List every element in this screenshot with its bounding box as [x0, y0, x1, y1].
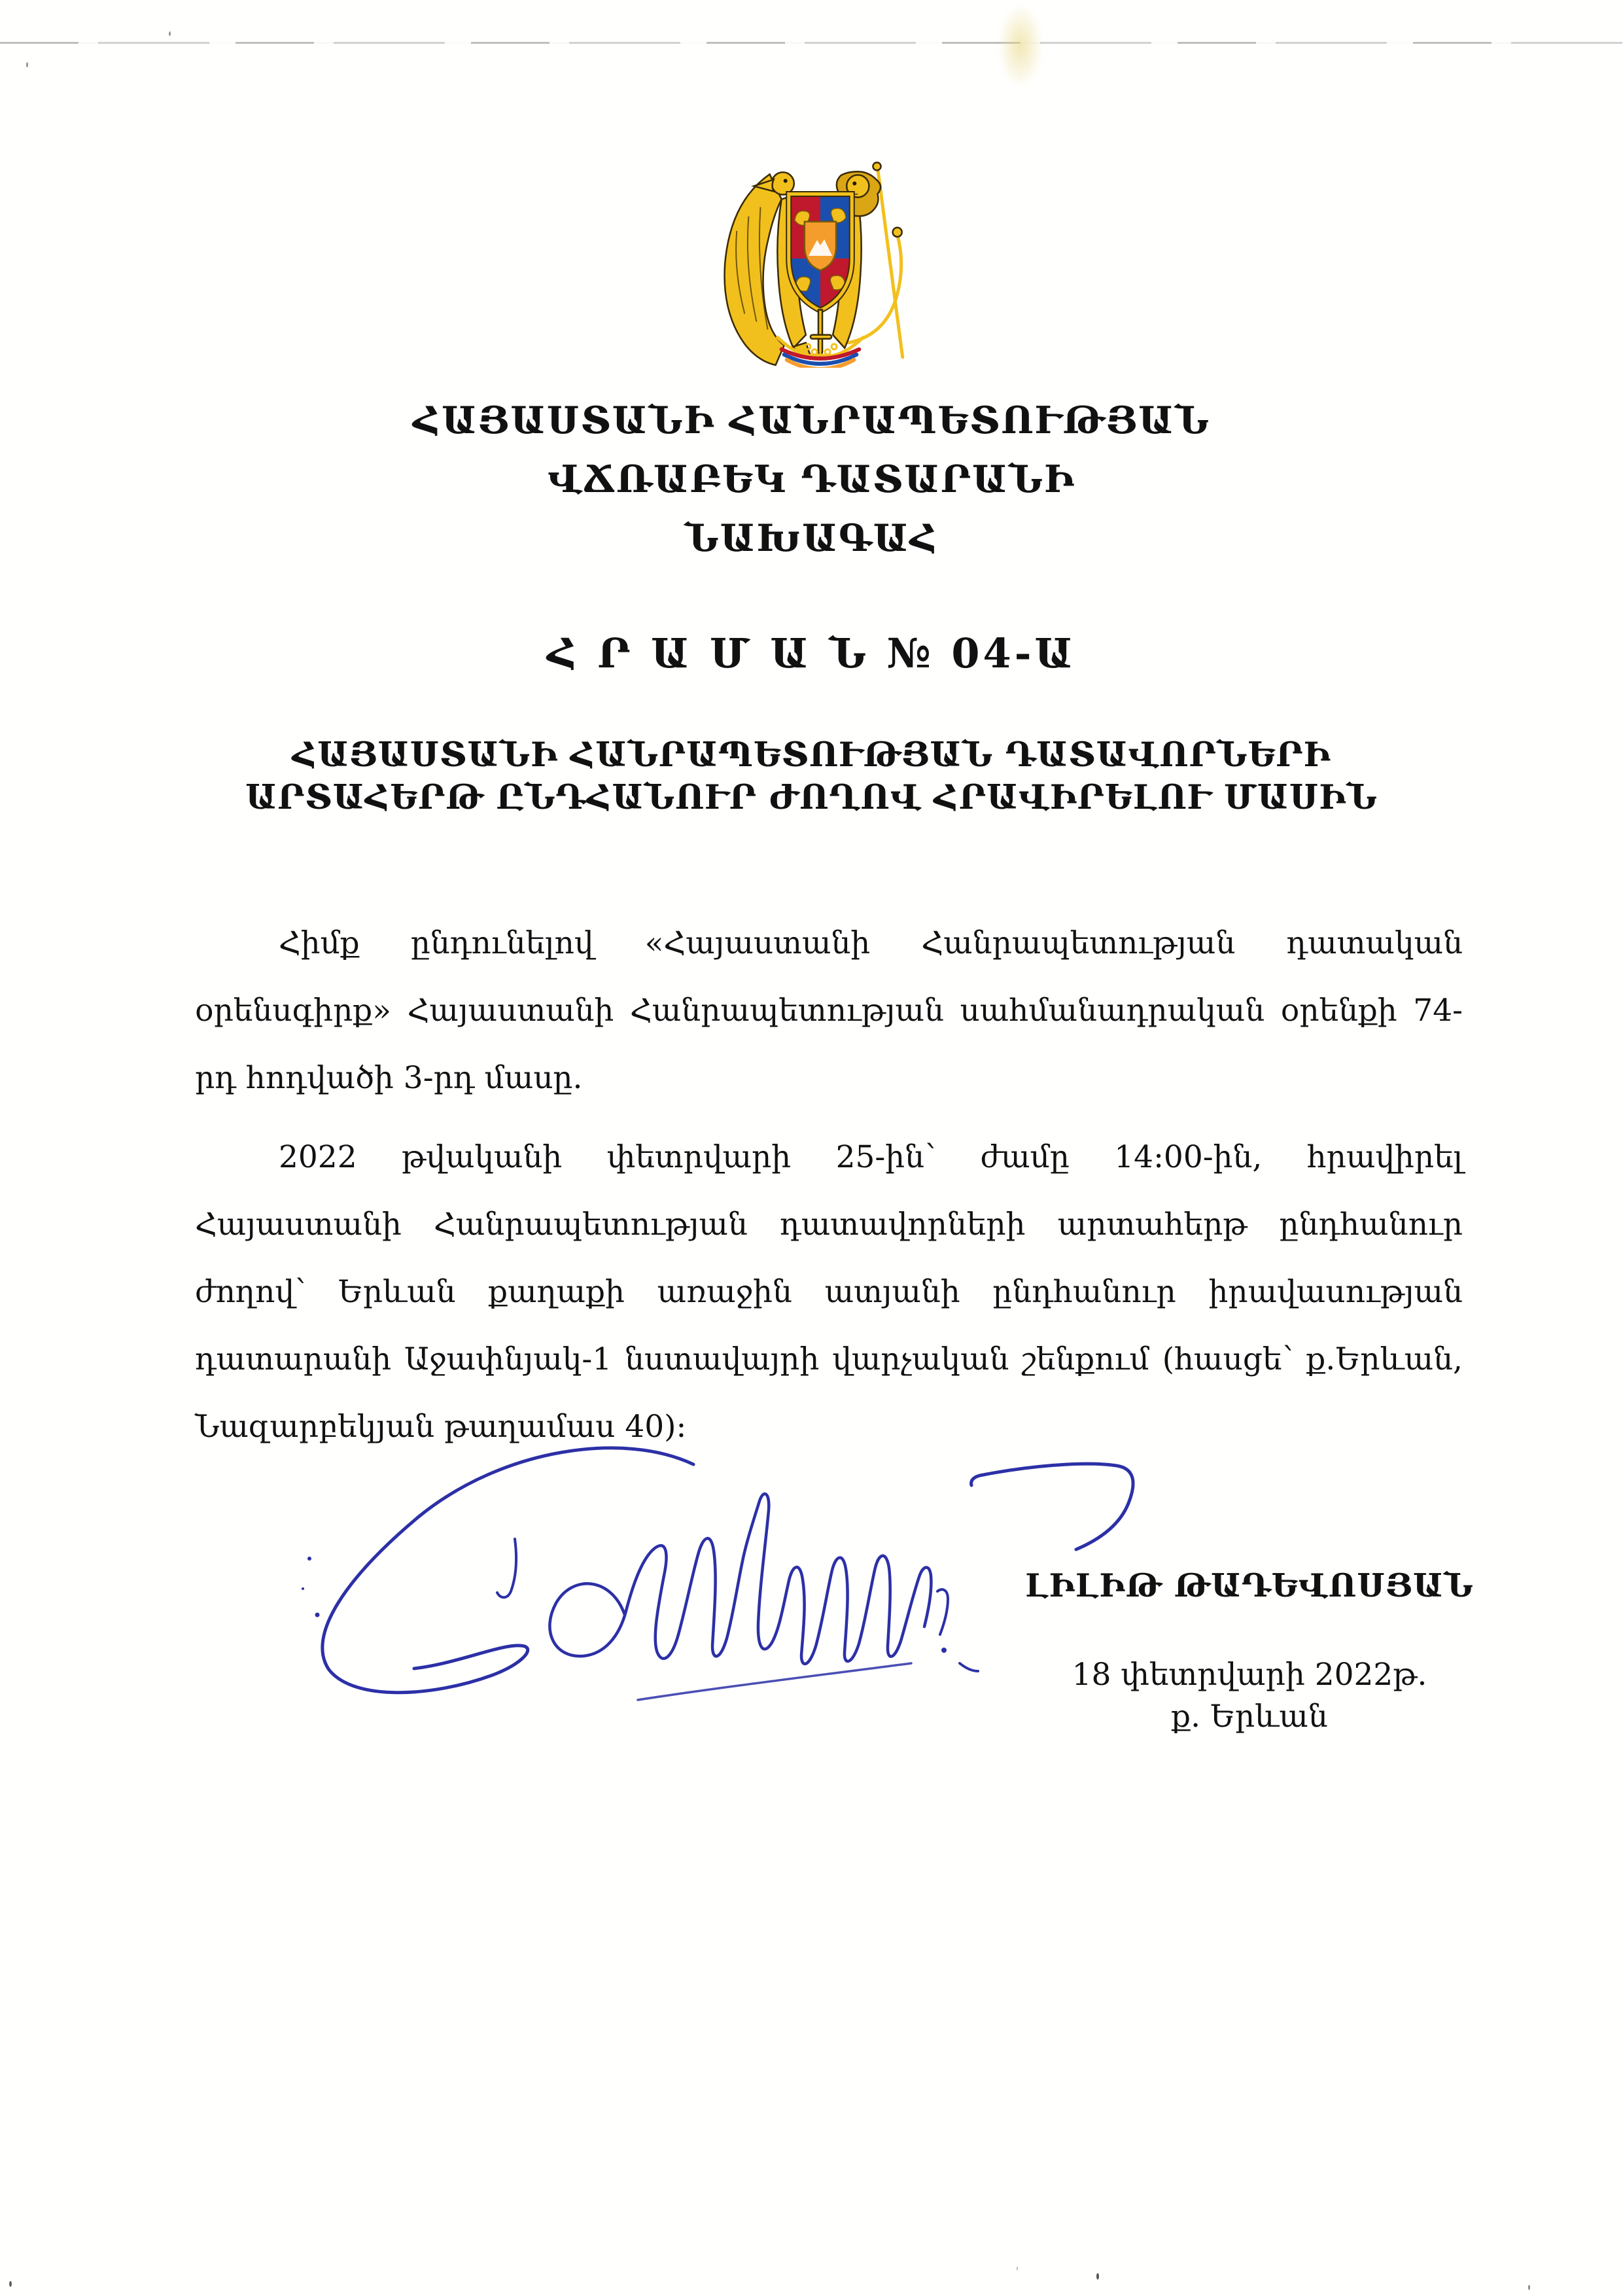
coat-of-arms-armenia-icon: [712, 137, 929, 368]
order-subject: [0, 734, 1623, 819]
scan-speck: [169, 31, 171, 36]
signatory-name: ԼԻԼԻԹ ԹԱԴԵՎՈՍՅԱՆ: [1025, 1566, 1474, 1604]
signature-block: [962, 1566, 1537, 1735]
scan-speck: [1096, 2273, 1099, 2280]
scan-speck: [1017, 2267, 1018, 2270]
scan-smudge: [998, 3, 1043, 88]
signature-place: ք. Երևան: [1171, 1699, 1328, 1735]
central-shield: [789, 194, 852, 312]
order-number: Հ Ր Ա Մ Ա Ն № 04-Ա: [547, 629, 1076, 677]
org-name-line2: ՎՃՌԱԲԵԿ ԴԱՏԱՐԱՆԻ: [548, 457, 1075, 501]
signature-date: 18 փետրվարի 2022թ.: [1072, 1657, 1427, 1693]
scan-speck: [26, 62, 28, 67]
scan-artifact-line: [0, 42, 1623, 44]
subject-line2: ԱՐՏԱՀԵՐԹ ԸՆԴՀԱՆՈՒՐ ԺՈՂՈՎ ՀՐԱՎԻՐԵԼՈՒ ՄԱՍԻՆ: [245, 778, 1378, 817]
letterhead: [0, 391, 1623, 568]
org-name-line3: ՆԱԽԱԳԱՀ: [684, 516, 939, 560]
subject-line1: ՀԱՅԱՍՏԱՆԻ ՀԱՆՐԱՊԵՏՈՒԹՅԱՆ ԴԱՏԱՎՈՐՆԵՐԻ: [292, 735, 1331, 775]
paragraph-convocation: 2022 թվականի փետրվարի 25-ին՝ ժամը 14:00-ին, հրավիրել Հայաստանի Հանրապետության դատավորների արտահերթ ընդհանուր ժողով՝ Երևան քաղաքի առաջին ատյանի ընդհանուր իրավասության դատարանի Աջափնյակ-1 նստավայրի վարչական շենքում (հասցե՝ ք.Երևան, Նազարբեկյան թաղամաս 40):: [195, 1139, 1463, 1445]
paragraph-legal-basis: Հիմք ընդունելով «Հայաստանի Հանրապետության դատական օրենսգիրք» Հայաստանի Հանրապետության սահմանադրական օրենքի 74-րդ հոդվածի 3-րդ մասը.: [195, 925, 1463, 1096]
org-name-line1: ՀԱՅԱՍՏԱՆԻ ՀԱՆՐԱՊԵՏՈՒԹՅԱՆ: [413, 398, 1210, 442]
scan-speck: [1528, 2285, 1530, 2290]
order-body: [195, 910, 1463, 1472]
scan-speck: [9, 2281, 12, 2287]
